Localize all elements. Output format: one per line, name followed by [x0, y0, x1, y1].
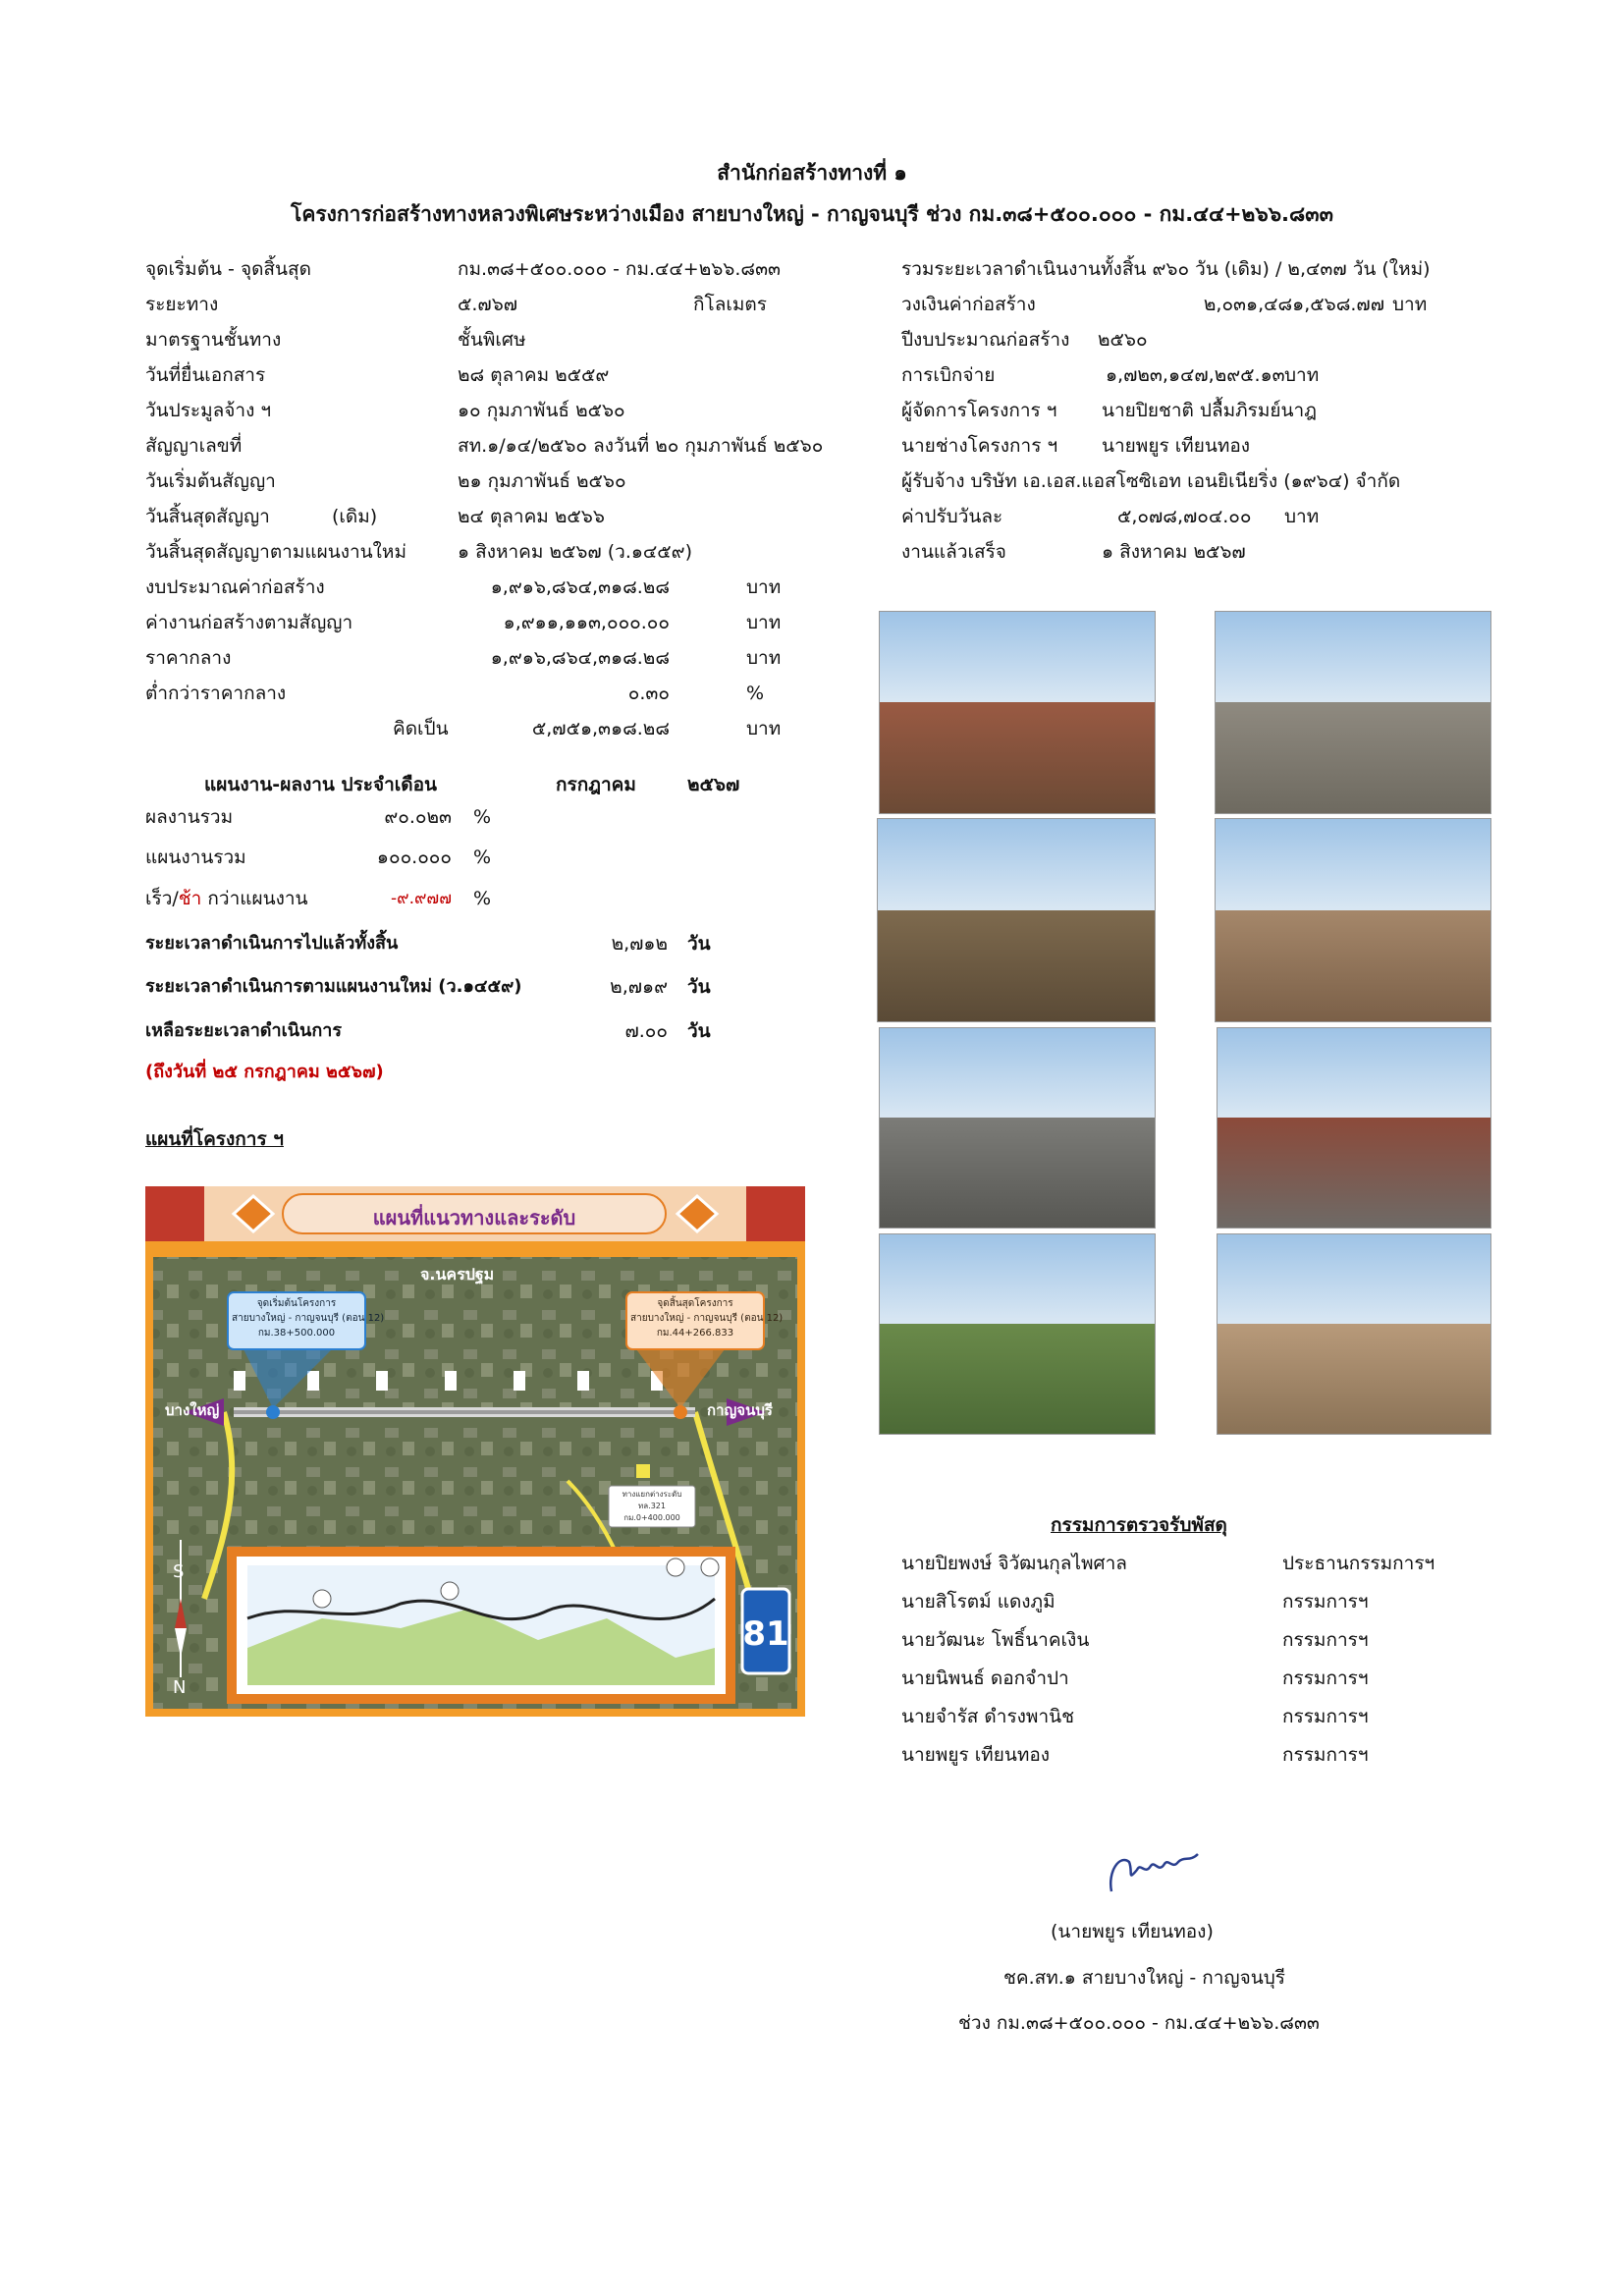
variance-slow-label: ช้า: [178, 888, 202, 909]
variance-unit: %: [473, 888, 492, 909]
info-label: สัญญาเลขที่: [145, 435, 243, 457]
committee-member-role: กรรมการฯ: [1282, 1629, 1369, 1651]
duration-plan-label: ระยะเวลาดำเนินการตามแผนงานใหม่ (ว.๑๔๕๙): [145, 976, 522, 997]
site-photo: [1217, 1027, 1491, 1229]
variance-label: [145, 887, 308, 910]
variance-fast-label: เร็ว/: [145, 888, 179, 909]
committee-member-name: นายนิพนธ์ ดอกจำปา: [901, 1667, 1069, 1689]
progress-year: ๒๕๖๗: [687, 774, 740, 795]
cost-label: คิดเป็น: [393, 718, 449, 739]
info-label: ระยะทาง: [145, 294, 219, 315]
signatory-name: (นายพยูร เทียนทอง): [1051, 1921, 1214, 1942]
map-start-box: [232, 1296, 385, 1340]
duration-remaining-label: เหลือระยะเวลาดำเนินการ: [145, 1020, 343, 1041]
right-info-value: ๑,๗๒๓,๑๔๗,๒๙๕.๑๓: [1106, 364, 1285, 386]
map-banner-title: แผนที่แนวทางและระดับ: [372, 1206, 576, 1230]
cost-label: ค่างานก่อสร้างตามสัญญา: [145, 612, 353, 633]
site-photo: [1215, 818, 1491, 1022]
committee-member-name: นายปิยพงษ์ จิวัฒนกุลไพศาล: [901, 1553, 1127, 1574]
map-end-box: [630, 1296, 784, 1340]
as-of-date: (ถึงวันที่ ๒๕ กรกฎาคม ๒๕๖๗): [145, 1062, 384, 1082]
plan-value: ๑๐๐.๐๐๐: [376, 847, 452, 868]
cost-value: ๕,๗๕๑,๓๑๘.๒๘: [531, 718, 670, 739]
map-interchange-box: [611, 1489, 693, 1524]
duration-plan-unit: วัน: [687, 976, 711, 998]
committee-member-role: กรรมการฯ: [1282, 1706, 1369, 1727]
right-info-label: งานแล้วเสร็จ: [901, 541, 1006, 563]
progress-value: ๙๐.๐๒๓: [384, 806, 452, 828]
progress-unit: %: [473, 806, 492, 828]
right-info-value: ๕,๐๗๘,๗๐๔.๐๐: [1117, 506, 1252, 527]
right-info-label: ผู้รับจ้าง บริษัท เอ.เอส.แอสโซซิเอท เอนยิเนียริ่ง (๑๙๖๔) จำกัด: [901, 470, 1401, 492]
duration-elapsed-label: ระยะเวลาดำเนินการไปแล้วทั้งสิ้น: [145, 933, 399, 954]
site-photo: [877, 818, 1156, 1022]
committee-member-name: นายจำรัส ดำรงพานิช: [901, 1706, 1075, 1727]
info-label: จุดเริ่มต้น - จุดสิ้นสุด: [145, 258, 311, 280]
info-value: ชั้นพิเศษ: [458, 329, 526, 351]
cost-unit: %: [746, 683, 765, 704]
committee-member-role: กรรมการฯ: [1282, 1667, 1369, 1689]
info-label: วันประมูลจ้าง ฯ: [145, 400, 272, 421]
info-label: วันเริ่มต้นสัญญา: [145, 470, 276, 492]
duration-elapsed-unit: วัน: [687, 933, 711, 955]
progress-month: กรกฎาคม: [556, 774, 636, 795]
progress-heading: แผนงาน-ผลงาน ประจำเดือน: [204, 774, 438, 795]
plan-label: แผนงานรวม: [145, 847, 246, 868]
start-box-title: จุดเริ่มต้นโครงการ: [256, 1298, 337, 1309]
right-info-label: ค่าปรับวันละ: [901, 506, 1003, 527]
info-unit: กิโลเมตร: [693, 294, 767, 315]
mid-box-route: ทล.321: [638, 1502, 666, 1510]
info-value: ๑๐ กุมภาพันธ์ ๒๕๖๐: [458, 400, 625, 421]
signatory-section: ช่วง กม.๓๘+๕๐๐.๐๐๐ - กม.๔๔+๒๖๖.๘๓๓: [958, 2012, 1320, 2034]
duration-remaining-value: ๗.๐๐: [624, 1020, 668, 1042]
right-info-label: นายช่างโครงการ ฯ: [901, 435, 1058, 457]
map-right-city: กาญจนบุรี: [707, 1401, 773, 1419]
info-label: มาตรฐานชั้นทาง: [145, 329, 282, 351]
right-info-label: การเบิกจ่าย: [901, 364, 996, 386]
right-info-unit: บาท: [1284, 364, 1320, 386]
info-value: สท.๑/๑๔/๒๕๖๐ ลงวันที่ ๒๐ กุมภาพันธ์ ๒๕๖๐: [458, 435, 824, 457]
cost-unit: บาท: [746, 576, 782, 598]
site-photo: [879, 611, 1156, 814]
end-box-route: สายบางใหญ่ - กาญจนบุรี (ตอน 12): [630, 1313, 784, 1324]
site-photo: [879, 1233, 1156, 1435]
right-info-label: ผู้จัดการโครงการ ฯ: [901, 400, 1057, 421]
site-photo: [879, 1027, 1156, 1229]
cost-value: ๑,๙๑๖,๘๖๔,๓๑๘.๒๘: [490, 647, 670, 669]
cost-label: งบประมาณค่าก่อสร้าง: [145, 576, 325, 598]
variance-rest-label: กว่าแผนงาน: [201, 888, 308, 909]
committee-member-name: นายพยูร เทียนทอง: [901, 1744, 1051, 1766]
cost-value: ๑,๙๑๑,๑๑๓,๐๐๐.๐๐: [503, 612, 670, 633]
map-province-label: จ.นครปฐม: [420, 1265, 495, 1284]
right-info-unit: บาท: [1284, 506, 1320, 527]
committee-member-role: กรรมการฯ: [1282, 1744, 1369, 1766]
right-info-label: รวมระยะเวลาดำเนินงานทั้งสิ้น ๙๖๐ วัน (เดิม) / ๒,๔๓๗ วัน (ใหม่): [901, 258, 1431, 280]
progress-label: ผลงานรวม: [145, 806, 234, 828]
right-info-label: วงเงินค่าก่อสร้าง: [901, 294, 1036, 315]
committee-heading: กรรมการตรวจรับพัสดุ: [1051, 1514, 1227, 1536]
cost-unit: บาท: [746, 647, 782, 669]
end-box-km: กม.44+266.833: [656, 1328, 734, 1339]
project-title: โครงการก่อสร้างทางหลวงพิเศษระหว่างเมือง สายบางใหญ่ - กาญจนบุรี ช่วง กม.๓๘+๕๐๐.๐๐๐ - กม.๔๔+๒๖๖.๘๓๓: [291, 202, 1333, 226]
compass-north: N: [173, 1677, 187, 1698]
info-label: วันสิ้นสุดสัญญาตามแผนงานใหม่: [145, 541, 406, 563]
mid-box-km: กม.0+400.000: [623, 1513, 680, 1522]
compass-south: S: [173, 1561, 185, 1582]
info-value: ๒๘ ตุลาคม ๒๕๕๙: [458, 364, 610, 386]
end-box-title: จุดสิ้นสุดโครงการ: [657, 1298, 733, 1309]
committee-member-role: ประธานกรรมการฯ: [1282, 1553, 1435, 1574]
project-map: [145, 1186, 805, 1717]
committee-member-name: นายวัฒนะ โพธิ์นาคเงิน: [901, 1629, 1090, 1651]
map-heading: แผนที่โครงการ ฯ: [145, 1128, 284, 1150]
site-photo: [1217, 1233, 1491, 1435]
info-value: ๒๔ ตุลาคม ๒๕๖๖: [458, 506, 605, 527]
info-label: วันสิ้นสุดสัญญา: [145, 506, 270, 527]
cost-value: ๑,๙๑๖,๘๖๔,๓๑๘.๒๘: [490, 576, 670, 598]
info-value: ๑ สิงหาคม ๒๕๖๗ (ว.๑๔๕๙): [458, 541, 693, 563]
right-info-label: ปีงบประมาณก่อสร้าง: [901, 329, 1070, 351]
cost-label: ต่ำกว่าราคากลาง: [145, 683, 287, 704]
right-info-value: นายพยูร เทียนทอง: [1102, 435, 1251, 457]
duration-remaining-unit: วัน: [687, 1020, 711, 1042]
info-extra: (เดิม): [332, 506, 378, 527]
right-info-value: นายปิยชาติ ปลื้มภิรมย์นาฎ: [1102, 400, 1317, 421]
right-info-value: ๑ สิงหาคม ๒๕๖๗: [1102, 541, 1246, 563]
mid-box-title: ทางแยกต่างระดับ: [622, 1490, 682, 1499]
signatory-position: ชค.สท.๑ สายบางใหญ่ - กาญจนบุรี: [1003, 1967, 1285, 1989]
cost-unit: บาท: [746, 612, 782, 633]
right-info-value: ๒๕๖๐: [1098, 329, 1148, 351]
right-info-value: ๒,๐๓๑,๔๘๑,๕๖๘.๗๗: [1203, 294, 1384, 315]
cost-label: ราคากลาง: [145, 647, 232, 669]
info-value: ๕.๗๖๗: [458, 294, 518, 315]
plan-unit: %: [473, 847, 492, 868]
info-value: กม.๓๘+๕๐๐.๐๐๐ - กม.๔๔+๒๖๖.๘๓๓: [458, 258, 782, 280]
duration-plan-value: ๒,๗๑๙: [610, 976, 668, 998]
signature-scribble: [1100, 1832, 1208, 1901]
cost-unit: บาท: [746, 718, 782, 739]
committee-member-name: นายสิโรตม์ แดงภูมิ: [901, 1591, 1056, 1613]
info-label: วันที่ยื่นเอกสาร: [145, 364, 266, 386]
map-left-city: บางใหญ่: [165, 1401, 220, 1419]
right-info-unit: บาท: [1392, 294, 1428, 315]
cost-value: ๐.๓๐: [627, 683, 670, 704]
route-shield-number: 81: [742, 1614, 789, 1654]
variance-value: -๙.๙๗๗: [390, 889, 452, 908]
start-box-route: สายบางใหญ่ - กาญจนบุรี (ตอน 12): [232, 1313, 385, 1324]
duration-elapsed-value: ๒,๗๑๒: [611, 933, 668, 955]
office-title: สำนักก่อสร้างทางที่ ๑: [717, 161, 907, 185]
committee-member-role: กรรมการฯ: [1282, 1591, 1369, 1613]
info-value: ๒๑ กุมภาพันธ์ ๒๕๖๐: [458, 470, 626, 492]
start-box-km: กม.38+500.000: [257, 1328, 336, 1339]
site-photo: [1215, 611, 1491, 814]
